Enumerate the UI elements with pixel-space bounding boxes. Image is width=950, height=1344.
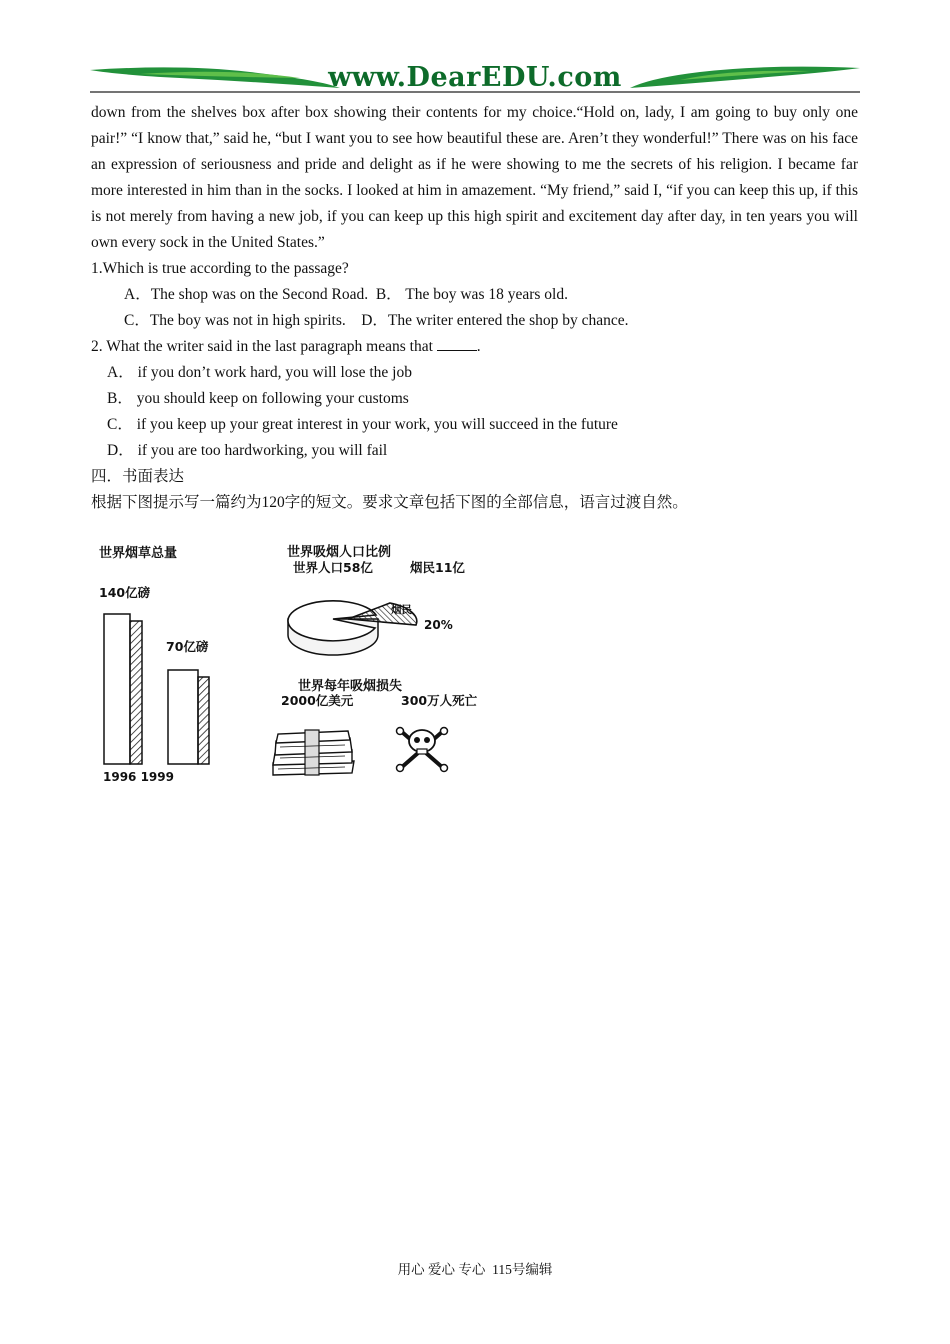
site-logo[interactable]: www.DearEDU.com xyxy=(328,62,622,93)
money-stack-icon xyxy=(273,730,354,775)
question-2-option-b: B． you should keep on following your customs xyxy=(107,390,409,407)
figure-svg xyxy=(90,535,500,790)
document-body xyxy=(91,100,858,516)
question-2-option-a: A． if you don’t work hard, you will lose the job xyxy=(107,364,412,381)
bar-year-labels: 1996 1999 xyxy=(103,770,174,784)
writing-prompt-figure xyxy=(90,535,500,790)
question-1-options-row-1: A．The shop was on the Second Road. B． The boy was 18 years old. xyxy=(124,286,568,303)
passage-paragraph: down from the shelves box after box showing their contents for my choice.“Hold on, lady, I am going to buy only one pair!” “I know that,” said he, “but I want you to see how beautiful these are. Aren’t they wonderful!” There was on his face an expression of seriousness and pride and delight as if he were showing to me the secrets of his religion. I became far more interested in him than in the socks. I looked at him in amazement. “My friend,” said I, “if you can keep this up, if this is not merely from having a new job, if you can keep up this high spirit and excitement day after day, in ten years you will own every sock in the United States.” xyxy=(91,104,858,251)
skull-crossbones-icon xyxy=(397,728,448,772)
pie-subtitle-population: 世界人口58亿 xyxy=(293,560,373,575)
question-1-stem: 1.Which is true according to the passage? xyxy=(91,260,349,277)
section-heading: 四．书面表达 xyxy=(91,468,185,485)
question-1-options-row-2: C．The boy was not in high spirits. D．The writer entered the shop by chance. xyxy=(124,312,629,329)
question-2-stem-text: 2. What the writer said in the last paragraph means that xyxy=(91,338,437,355)
loss-money-label: 2000亿美元 xyxy=(281,693,354,708)
bar-label-1996: 140亿磅 xyxy=(99,585,151,600)
bar-1999 xyxy=(168,670,209,764)
pie-percent-label: 20% xyxy=(424,618,453,632)
site-header xyxy=(90,60,860,96)
page-footer: 用心 爱心 专心 115号编辑 xyxy=(397,1262,553,1277)
question-2-stem-end: . xyxy=(476,338,481,355)
answer-blank xyxy=(437,334,477,351)
question-2-option-d: D． if you are too hardworking, you will fail xyxy=(107,442,388,459)
loss-title: 世界每年吸烟损失 xyxy=(298,679,403,694)
pie-slice-label: 烟民 xyxy=(391,604,412,616)
question-2-option-c: C． if you keep up your great interest in your work, you will succeed in the future xyxy=(107,416,618,433)
bar-label-1999: 70亿磅 xyxy=(166,639,209,654)
loss-deaths-label: 300万人死亡 xyxy=(401,693,478,708)
section-instruction: 根据下图提示写一篇约为120字的短文。要求文章包括下图的全部信息，语言过渡自然。 xyxy=(91,494,688,511)
pie-subtitle-smokers: 烟民11亿 xyxy=(410,560,465,575)
bar-chart-title: 世界烟草总量 xyxy=(99,546,178,561)
question-2-stem xyxy=(91,334,858,360)
bar-1996 xyxy=(104,614,142,764)
pie-chart-title: 世界吸烟人口比例 xyxy=(287,545,392,560)
